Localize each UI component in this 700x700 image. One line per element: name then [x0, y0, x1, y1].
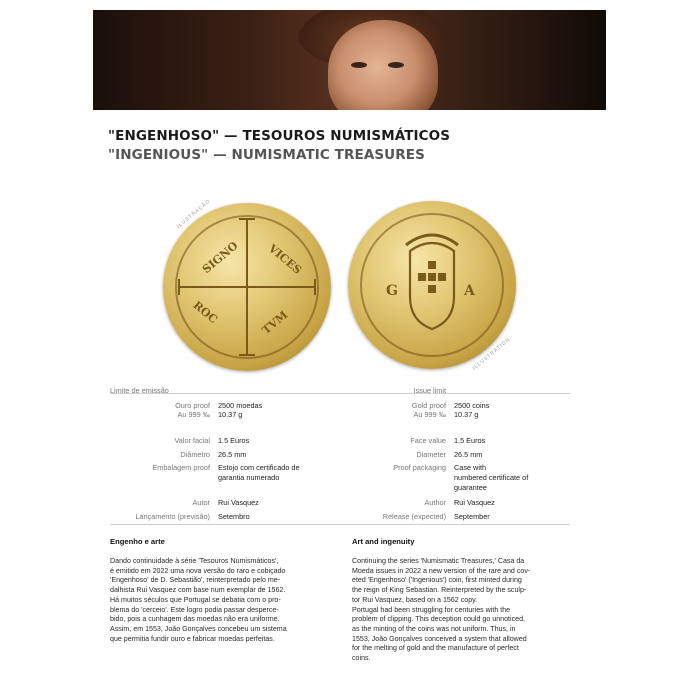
shield-design: [348, 201, 516, 372]
paragraph-line: Portugal had been struggling for centuries with the: [352, 605, 511, 614]
paragraph-line: Assim, em 1553, João Gonçalves concebeu um sistema: [110, 624, 287, 633]
spec-pt-key: Diâmetro: [180, 450, 210, 459]
paragraph-line: bido, pois a cunhagem das moedas não era uniforme.: [110, 615, 280, 624]
spec-pt-key: Ouro proof: [175, 401, 210, 410]
paragraph-line: 'Engenhoso' de D. Sebastião', reinterpretado pelo me-: [110, 576, 281, 585]
portrait-eye-left: [351, 62, 367, 68]
title-en: "INGENIOUS" — NUMISMATIC TREASURES: [108, 147, 425, 163]
spec-pt-key: Embalagem proof: [152, 463, 210, 472]
spec-en-key: Release (expected): [382, 512, 446, 521]
spec-pt-value: Setembro: [218, 512, 250, 521]
section-heading-en: Art and ingenuity: [352, 537, 415, 546]
paragraph-line: que permitia fundir ouro e fabricar moedas perfeitas.: [110, 634, 275, 643]
svg-text:TVM: TVM: [259, 308, 291, 337]
spec-pt-value: 1.5 Euros: [218, 436, 250, 445]
portrait-face: [328, 20, 438, 110]
svg-text:ROC: ROC: [190, 298, 221, 327]
spec-pt-key: Valor facial: [174, 436, 210, 445]
section-heading-pt: Engenho e arte: [110, 537, 165, 546]
spec-en-key: Gold proof: [411, 401, 446, 410]
section-body-pt: [110, 557, 338, 644]
spec-pt-key: Limite de emissão: [110, 386, 169, 395]
spec-pt-value: 10.37 g: [218, 410, 243, 419]
spec-en-key: Diameter: [416, 450, 446, 459]
paragraph-line: dalhista Rui Vasquez com base num exemplar de 1562.: [110, 586, 286, 595]
spec-en-value: 2500 coins: [454, 401, 490, 410]
svg-text:A: A: [464, 283, 475, 299]
paragraph-line: coins.: [352, 654, 371, 663]
spec-pt-value: garantia numerado: [218, 473, 280, 482]
paragraph-line: Continuing the series 'Numismatic Treasures,' Casa da: [352, 557, 525, 565]
paragraph-line: for the melting of gold and the manufacture of perfect: [352, 644, 519, 653]
spec-en-value: guarantee: [454, 483, 487, 492]
spec-en-value: 10.37 g: [454, 410, 479, 419]
spec-en-value: numbered certificate of: [454, 473, 529, 482]
paragraph-line: 1553, João Gonçalves conceived a system that allowed: [352, 634, 527, 643]
spec-pt-key: Autor: [192, 498, 210, 507]
paragraph-line: blema do 'cerceio'. Este logro podia passar desperce-: [110, 605, 279, 614]
spec-pt-value: Estojo com certificado de: [218, 463, 300, 472]
paragraph-line: the reign of King Sebastian. Reinterpreted by the sculp-: [352, 586, 527, 595]
spec-pt-value: 26.5 mm: [218, 450, 247, 459]
paragraph-line: Há muitos séculos que Portugal se debatia com o pro-: [110, 595, 281, 604]
title-block: [108, 128, 450, 163]
paragraph-line: problem of clipping. This deception could go unnoticed,: [352, 615, 525, 624]
spec-pt-value: 2500 moedas: [218, 401, 263, 410]
cross-design: [163, 203, 331, 371]
svg-text:VICES: VICES: [265, 241, 305, 277]
spec-en-value: September: [454, 512, 490, 521]
paragraph-line: eted 'Engenhoso' ('Ingenious') coin, first minted during: [352, 576, 522, 585]
coin-reverse-shield: [348, 201, 516, 372]
spec-en-value: Case with: [454, 463, 487, 472]
title-pt: "ENGENHOSO" — TESOUROS NUMISMÁTICOS: [108, 128, 451, 144]
coin-right-label: ILLUSTRATION: [471, 336, 512, 372]
svg-text:G: G: [386, 283, 398, 299]
spec-en-key: Proof packaging: [393, 463, 446, 472]
svg-text:SIGNO: SIGNO: [199, 239, 241, 277]
paragraph-line: tor Rui Vasquez, based on a 1562 copy.: [352, 595, 478, 604]
spec-en-value: Rui Vasquez: [454, 498, 495, 507]
spec-pt-value: Rui Vasquez: [218, 498, 259, 507]
spec-pt-key: Au 999 ‰: [177, 410, 210, 419]
paragraph-line: as the minting of the coins was not uniform. Thus, in: [352, 624, 516, 633]
paragraph-line: Moeda issues in 2022 a new version of the rare and cov-: [352, 566, 531, 575]
spec-pt-key: Lançamento (previsão): [135, 512, 210, 521]
coin-left-label: ILUSTRAÇÃO: [175, 198, 212, 230]
paragraph-line: é emitido em 2022 uma nova versão do raro e cobiçado: [110, 566, 286, 575]
portrait-eye-right: [388, 62, 404, 68]
spec-en-value: 1.5 Euros: [454, 436, 486, 445]
spec-rule-bottom: [110, 524, 570, 525]
coin-obverse-cross: [163, 198, 331, 371]
spec-en-key: Au 999 ‰: [413, 410, 446, 419]
paragraph-line: Dando continuidade à série 'Tesouros Numismáticos',: [110, 557, 279, 565]
spec-en-key: Issue limit: [413, 386, 446, 395]
spec-en-key: Author: [424, 498, 446, 507]
section-body-en: [352, 557, 572, 664]
spec-en-value: 26.5 mm: [454, 450, 483, 459]
portrait-banner: [93, 10, 606, 110]
spec-en-key: Face value: [410, 436, 446, 445]
